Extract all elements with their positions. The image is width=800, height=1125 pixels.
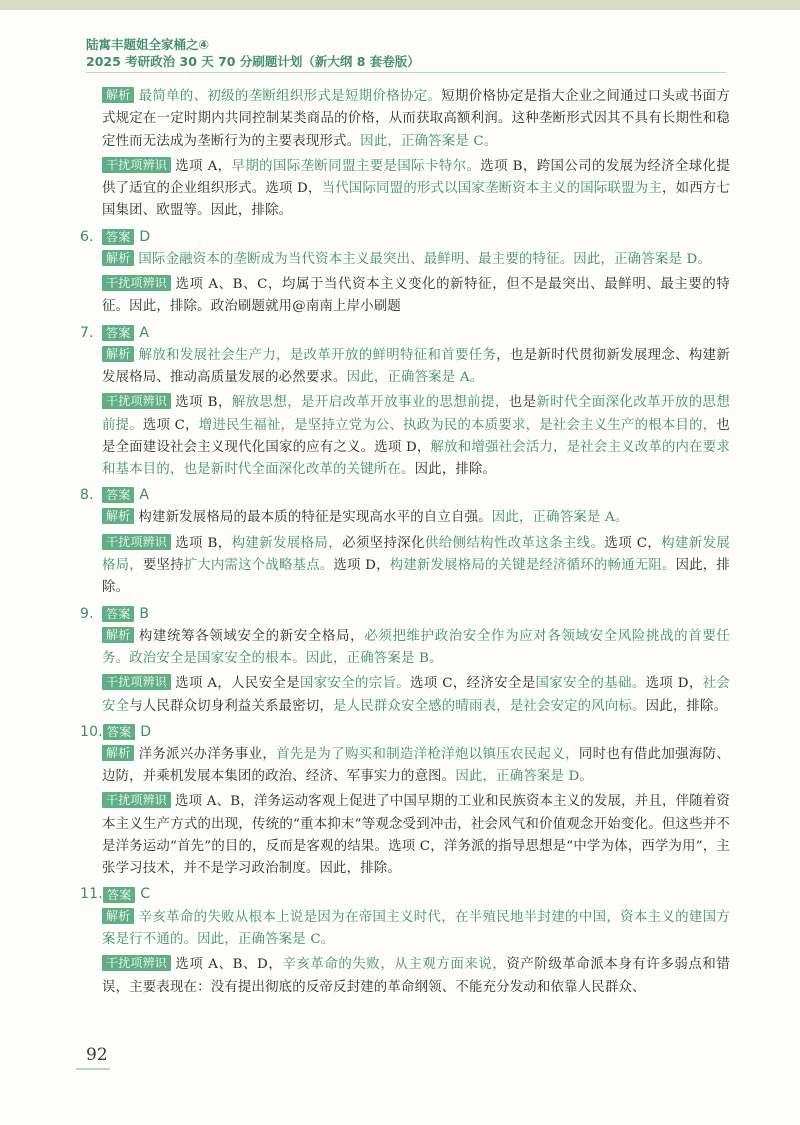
watermark-text: 政治刷题就用@南南上岸小刷题 — [210, 299, 402, 315]
page-number: 92 — [86, 1045, 108, 1065]
answer-tag: 答案 — [102, 606, 134, 622]
answer-tag: 答案 — [103, 887, 135, 903]
answer-letter: B — [139, 605, 150, 622]
distractor-tag: 干扰项辨识 — [102, 275, 171, 291]
analysis-tag: 解析 — [102, 346, 134, 362]
analysis-tag: 解析 — [102, 87, 134, 103]
distractor-tag: 干扰项辨识 — [102, 955, 171, 971]
q9-analysis: 解析 构建统筹各领域安全的新安全格局，必须把维护政治安全作为应对各领域安全风险挑战的首要任务。政治安全是国家安全的根本。因此，正确答案是 B。 — [102, 627, 731, 666]
distractor-tag: 干扰项辨识 — [102, 792, 171, 808]
q8-distractor: 干扰项辨识 选项 B，构建新发展格局，必须坚持深化供给侧结构性改革这条主线。选项 C，构建新发展格局，要坚持扩大内需这个战略基点。选项 D，构建新发展格局的关键是经济循环的畅通无阻。因此，排除。 — [102, 534, 730, 596]
q6-distractor: 干扰项辨识 选项 A、B、C，均属于当代资本主义变化的新特征，但不是最突出、最鲜明、最主要的特征。因此，排除。政治刷题就用@南南上岸小刷题 — [102, 276, 730, 315]
question-number: 10. — [80, 723, 103, 740]
analysis-tag: 解析 — [102, 250, 134, 266]
header-book-title: 2025 考研政治 30 天 70 分刷题计划（新大纲 8 套卷版） — [86, 54, 420, 69]
analysis-tag: 解析 — [102, 745, 134, 761]
answer-content — [80, 86, 730, 1002]
q10-analysis: 解析 洋务派兴办洋务事业，首先是为了购买和制造洋枪洋炮以镇压农民起义，同时也有借此加强海防、边防，并乘机发展本集团的政治、经济、军事实力的意图。因此，正确答案是 D。 — [102, 745, 730, 785]
answer-letter: C — [140, 886, 151, 903]
analysis-tag: 解析 — [102, 908, 134, 924]
answer-tag: 答案 — [102, 229, 134, 245]
page-header — [86, 36, 420, 70]
answer-tag: 答案 — [102, 487, 134, 503]
page-number-rule — [76, 1068, 110, 1070]
q11-distractor: 干扰项辨识 选项 A、B、D，辛亥革命的失败，从主观方面来说，资产阶级革命派本身有许多弱点和错误，主要表现在：没有提出彻底的反帝反封建的革命纲领、不能充分发动和依靠人民群众、 — [102, 956, 730, 995]
q9-distractor: 干扰项辨识 选项 A，人民安全是国家安全的宗旨。选项 C，经济安全是国家安全的基础。选项 D，社会安全与人民群众切身利益关系最密切，是人民群众安全感的晴雨表，是社会安定的风向标。因此，排除。 — [102, 675, 730, 714]
q7-analysis: 解析 解放和发展社会生产力，是改革开放的鲜明特征和首要任务，也是新时代贯彻新发展理念、构建新发展格局、推动高质量发展的必然要求。因此，正确答案是 A。 — [102, 346, 730, 385]
distractor-tag: 干扰项辨识 — [102, 157, 171, 173]
question-number: 7. — [80, 324, 94, 341]
answer-letter: D — [139, 228, 151, 245]
question-number: 8. — [80, 487, 94, 504]
answer-letter: D — [140, 723, 152, 740]
question-number: 6. — [80, 228, 94, 245]
q11-answer — [80, 884, 730, 906]
q9-answer — [80, 603, 730, 625]
question-number: 9. — [80, 605, 94, 622]
q8-answer — [80, 484, 730, 506]
q11-analysis: 解析 辛亥革命的失败从根本上说是因为在帝国主义时代，在半殖民地半封建的中国，资本主义的建国方案是行不通的。因此，正确答案是 C。 — [102, 908, 730, 947]
question-number: 11. — [80, 886, 103, 903]
distractor-tag: 干扰项辨识 — [102, 534, 171, 550]
analysis-tag: 解析 — [102, 627, 134, 643]
q6-answer — [80, 226, 730, 248]
header-divider — [86, 72, 726, 73]
distractor-tag: 干扰项辨识 — [102, 674, 171, 690]
answer-tag: 答案 — [103, 724, 135, 740]
q7-answer — [80, 322, 730, 344]
q7-distractor: 干扰项辨识 选项 B，解放思想，是开启改革开放事业的思想前提，也是新时代全面深化改革开放的思想前提。选项 C，增进民生福祉，是坚持立党为公、执政为民的本质要求，是社会主义生产的根本目的，也是全面建设社会主义现代化国家的应有之义。选项 D，解放和增强社会活力，是社会主义改革的内在要求和基本目的，也是新时代全面深化改革的关键所在。因此，排除。 — [102, 394, 730, 478]
q5-distractor: 干扰项辨识 选项 A，早期的国际垄断同盟主要是国际卡特尔。选项 B，跨国公司的发展为经济全球化提供了适宜的企业组织形式。选项 D，当代国际同盟的形式以国家垄断资本主义的国际联盟为主，如西方七国集团、欧盟等。因此，排除。 — [102, 157, 731, 219]
q8-analysis: 解析 构建新发展格局的最本质的特征是实现高水平的自立自强。因此，正确答案是 A。 — [102, 507, 730, 529]
answer-letter: A — [139, 487, 150, 504]
answer-letter: A — [139, 324, 150, 341]
top-decor-bar — [0, 0, 800, 10]
header-series-title: 陆寓丰题姐全家桶之④ — [86, 37, 210, 52]
q6-analysis: 解析 国际金融资本的垄断成为当代资本主义最突出、最鲜明、最主要的特征。因此，正确答案是 D。 — [102, 249, 730, 271]
distractor-tag: 干扰项辨识 — [102, 393, 171, 409]
q5-analysis: 解析 最简单的、初级的垄断组织形式是短期价格协定。短期价格协定是指大企业之间通过口头或书面方式规定在一定时期内共同控制某类商品的价格，从而获取高额利润。这种垄断形式因其不具有长期性和稳定性而无法成为垄断行为的主要表现形式。因此，正确答案是 C。 — [102, 88, 730, 149]
answer-tag: 答案 — [102, 325, 134, 341]
q10-answer — [80, 721, 730, 743]
q10-distractor: 干扰项辨识 选项 A、B，洋务运动客观上促进了中国早期的工业和民族资本主义的发展，并且，伴随着资本主义生产方式的出现，传统的“重本抑末”等观念受到冲击，社会风气和价值观念开始变化。但这些并不是洋务运动“首先”的目的，反而是客观的结果。选项 C，洋务派的指导思想是“中学为体，西学为用”，主张学习技术，并不是学习政治制度。因此，排除。 — [102, 793, 730, 877]
analysis-tag: 解析 — [102, 508, 134, 524]
